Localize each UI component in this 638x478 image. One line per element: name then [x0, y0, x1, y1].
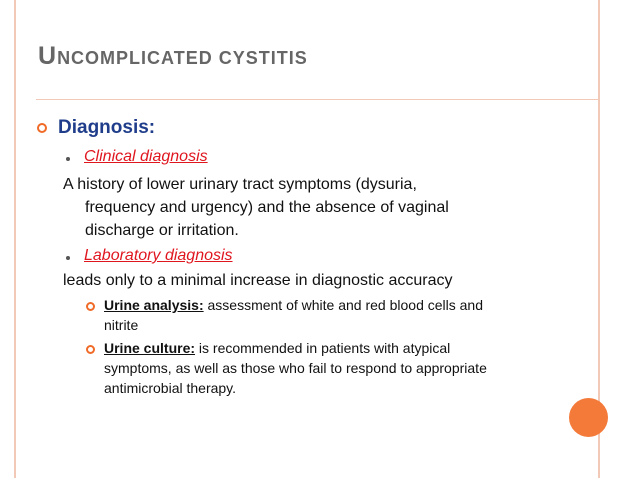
- orange-circle-icon: [569, 398, 608, 437]
- urine-culture-label: Urine culture:: [104, 340, 196, 356]
- left-decorative-rule: [14, 0, 16, 478]
- clinical-text-line-2: frequency and urgency) and the absence of vaginal: [85, 199, 449, 216]
- clinical-diagnosis-label: Clinical diagnosis: [84, 148, 208, 165]
- title-rest: NCOMPLICATED CYSTITIS: [57, 48, 308, 68]
- urine-analysis-line-1: [104, 297, 483, 313]
- slide-title: [38, 42, 308, 71]
- urine-culture-line-1: [104, 340, 450, 356]
- urine-analysis-text-2: nitrite: [104, 317, 139, 333]
- urine-culture-text-3: antimicrobial therapy.: [104, 380, 237, 396]
- urine-culture-text-2: symptoms, as well as those who fail to respond to appropriate: [104, 360, 487, 376]
- urine-analysis-label: Urine analysis:: [104, 297, 204, 313]
- title-first-letter: U: [38, 42, 58, 70]
- diagnosis-heading: Diagnosis:: [58, 117, 156, 138]
- dot-bullet-icon: [66, 157, 70, 161]
- clinical-text-line-1: A history of lower urinary tract symptoms (dysuria,: [63, 176, 417, 193]
- urine-analysis-text-1: assessment of white and red blood cells and: [203, 297, 483, 313]
- clinical-text-line-3: discharge or irritation.: [85, 222, 239, 239]
- urine-culture-text-1: is recommended in patients with atypical: [195, 340, 451, 356]
- laboratory-text: leads only to a minimal increase in diagnostic accuracy: [63, 272, 453, 289]
- dot-bullet-icon: [66, 256, 70, 260]
- small-ring-bullet-icon: [86, 302, 95, 311]
- title-underline: [36, 99, 598, 100]
- small-ring-bullet-icon: [86, 345, 95, 354]
- laboratory-diagnosis-label: Laboratory diagnosis: [84, 247, 233, 264]
- ring-bullet-icon: [37, 123, 47, 133]
